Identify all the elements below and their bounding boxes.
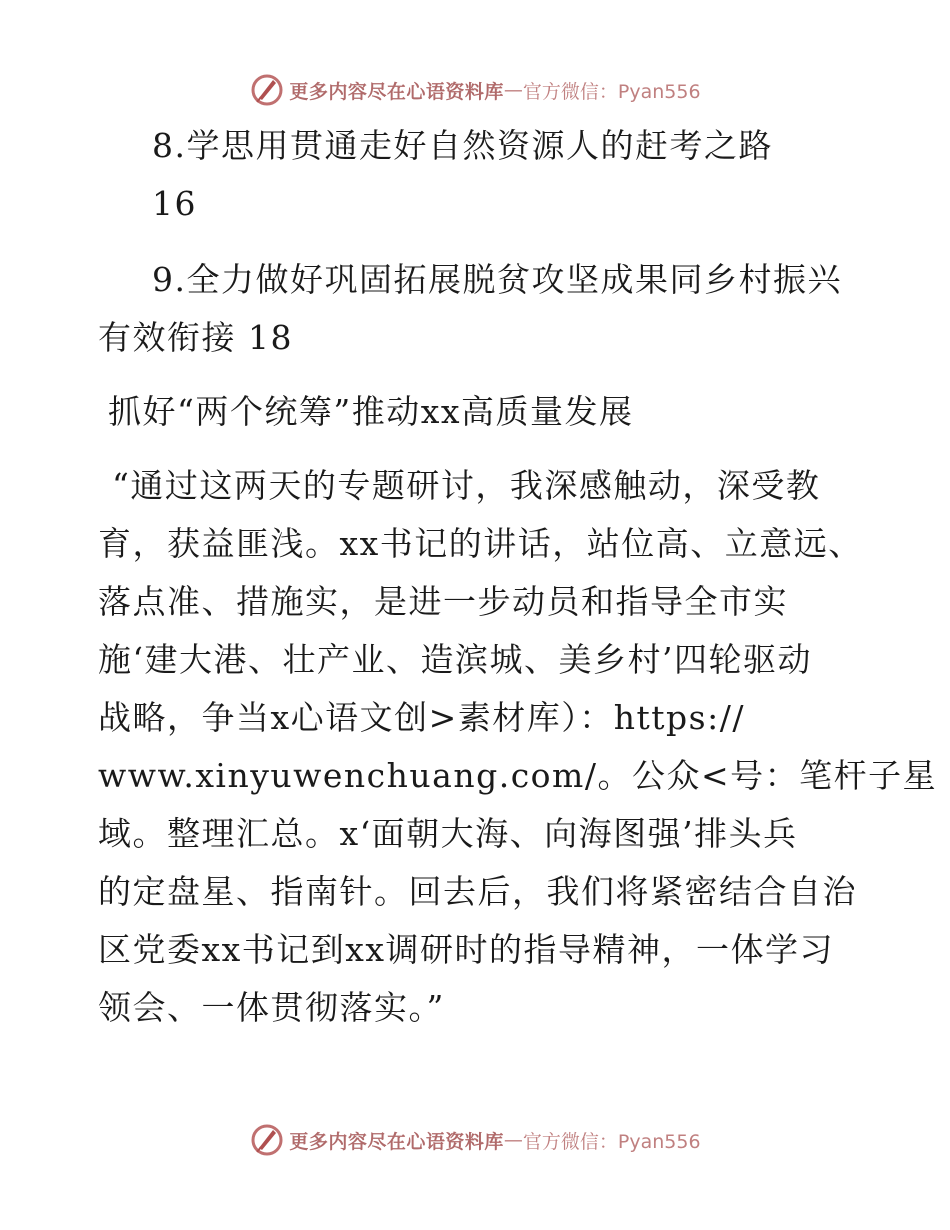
paragraph-line: 域。整理汇总。x‘面朝大海、向海图强’排头兵 [98, 814, 798, 853]
paragraph-line: 育，获益匪浅。xx书记的讲话，站位高、立意远、 [98, 524, 863, 563]
paragraph-line: 的定盘星、指南针。回去后，我们将紧密结合自治 [98, 872, 857, 911]
paragraph-line: www.xinyuwenchuang.com/。公众<号：笔杆子星 [98, 756, 938, 795]
quill-circle-logo [249, 1122, 285, 1158]
paragraph-line: 施‘建大港、壮产业、造滨城、美乡村’四轮驱动 [98, 640, 812, 679]
toc-entry-8: 8.学思用贯通走好自然资源人的赶考之路 [152, 126, 773, 165]
banner-wechat: 官方微信：Pyan556 [522, 1130, 701, 1153]
toc-entry-8-page: 16 [152, 184, 197, 223]
quill-circle-logo [249, 72, 285, 108]
header-banner [0, 70, 950, 110]
paragraph-line: 领会、一体贯彻落实。” [98, 988, 445, 1027]
paragraph-line: 区党委xx书记到xx调研时的指导精神，一体学习 [98, 930, 834, 969]
paragraph-line: “通过这两天的专题研讨，我深感触动，深受教 [112, 466, 821, 505]
banner-separator: — [503, 1129, 523, 1151]
paragraph-line: 落点准、措施实，是进一步动员和指导全市实 [98, 582, 788, 621]
banner-text: 更多内容尽在心语资料库 [289, 80, 504, 103]
banner-wechat: 官方微信：Pyan556 [522, 80, 701, 103]
paragraph-line: 战略，争当x心语文创>素材库）：https:// [98, 698, 745, 737]
toc-entry-9: 9.全力做好巩固拓展脱贫攻坚成果同乡村振兴 [152, 260, 842, 299]
banner-text: 更多内容尽在心语资料库 [289, 1130, 504, 1153]
footer-banner [0, 1120, 950, 1160]
article-title: 抓好“两个统筹”推动xx高质量发展 [108, 392, 634, 431]
toc-entry-9-cont: 有效衔接 18 [98, 318, 293, 357]
banner-separator: — [503, 79, 523, 101]
